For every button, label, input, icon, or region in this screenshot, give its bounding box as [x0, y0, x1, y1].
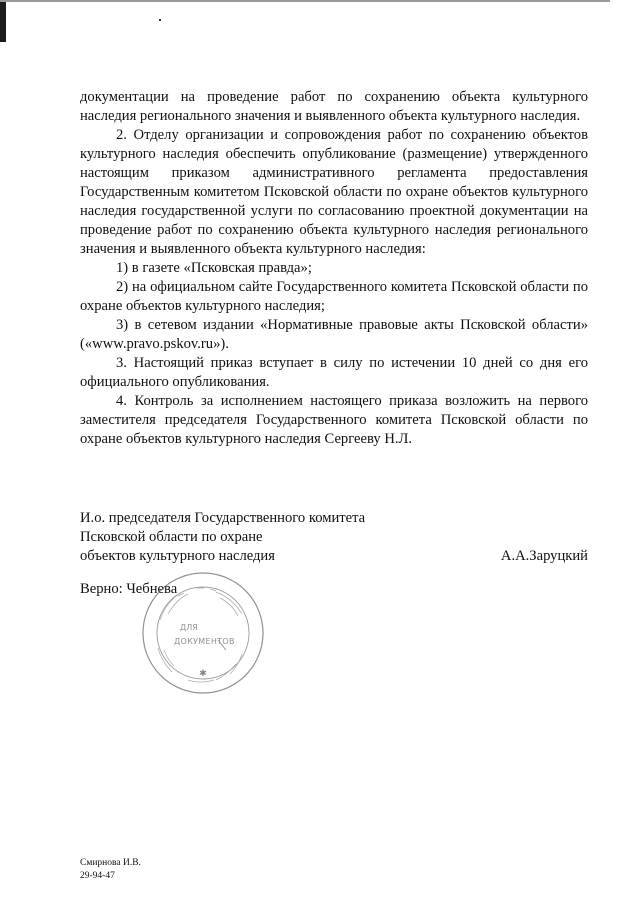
scan-edge-mark [0, 0, 6, 42]
signer-position-line-2: Псковской области по охране [80, 529, 263, 545]
svg-text:ДЛЯ: ДЛЯ [180, 623, 198, 632]
signer-position-line-1: И.о. председателя Государственного комитета [80, 510, 366, 526]
paragraph-item-3: 3. Настоящий приказ вступает в силу по истечении 10 дней со дня его официального опубликования. [80, 355, 588, 390]
signature-block [80, 509, 588, 566]
executor-phone: 29-94-47 [80, 871, 115, 881]
executor-name: Смирнова И.В. [80, 858, 141, 868]
svg-text:ДОКУМЕНТОВ: ДОКУМЕНТОВ [174, 637, 235, 646]
scan-speck [159, 19, 161, 21]
paragraph-subitem-2: 2) на официальном сайте Государственного комитета Псковской области по охране объектов культурного наследия; [80, 279, 588, 314]
paragraph-item-2: 2. Отделу организации и сопровождения работ по сохранению объектов культурного наследия обеспечить опубликование (размещение) утвержденного настоящим приказом административного регламента предоставления Государственным комитетом Псковской области по охране объектов культурного наследия государственной услуги по согласованию проектной документации на проведение работ по сохранению объекта культурного наследия регионального значения и выявленного объекта культурного наследия: [80, 127, 588, 257]
order-body [80, 88, 588, 449]
scan-top-edge [0, 0, 610, 2]
stamp-inner-text [174, 623, 235, 646]
svg-text:✱: ✱ [199, 669, 207, 679]
paragraph-continuation: документации на проведение работ по сохранению объекта культурного наследия регионального значения и выявленного объекта культурного наследия. [80, 89, 588, 124]
paragraph-subitem-3: 3) в сетевом издании «Нормативные правовые акты Псковской области» («www.pravo.pskov.ru»). [80, 317, 588, 352]
certification-label: Верно: Чебнева [80, 581, 178, 597]
official-stamp-icon [138, 568, 268, 698]
signer-name: А.А.Заруцкий [500, 548, 588, 564]
paragraph-item-4: 4. Контроль за исполнением настоящего приказа возложить на первого заместителя председателя Государственного комитета Псковской области по охране объектов культурного наследия Сергееву Н.Л. [80, 393, 588, 447]
signer-position-line-3: объектов культурного наследия [80, 548, 275, 564]
paragraph-subitem-1: 1) в газете «Псковская правда»; [116, 260, 312, 276]
executor-footer [80, 857, 141, 883]
